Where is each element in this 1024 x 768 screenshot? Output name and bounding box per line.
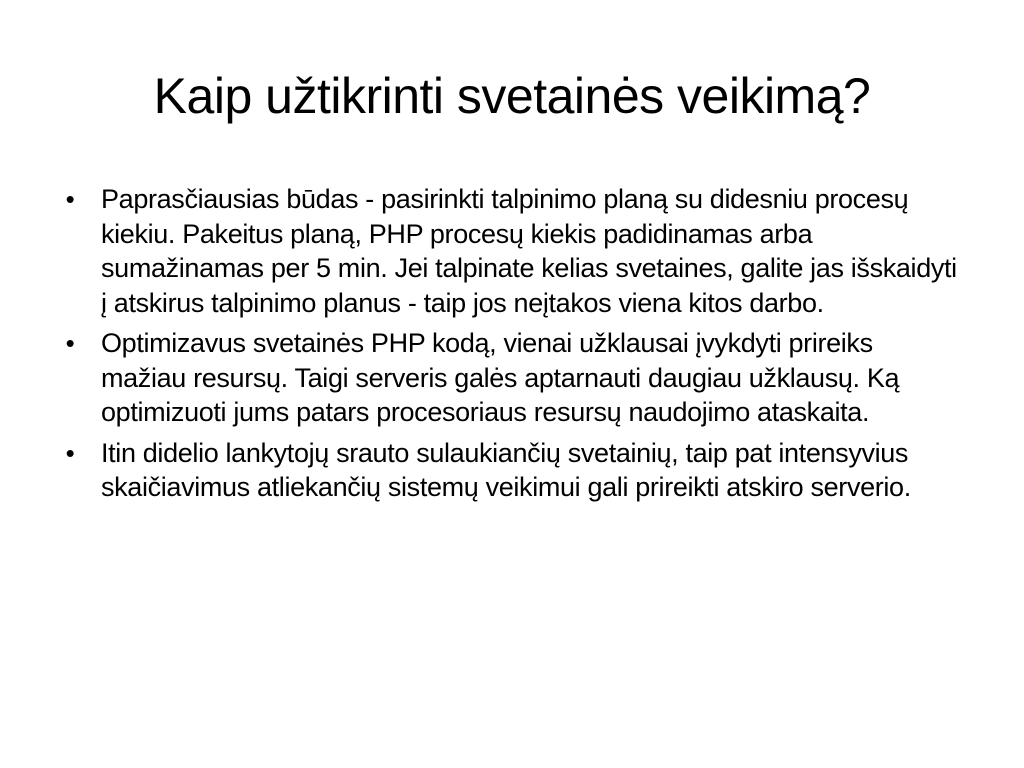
bullet-text: Optimizavus svetainės PHP kodą, vienai užklausai įvykdyti prireiks mažiau resursų. Taigi serveris galės aptarnauti daugiau užklausų. Ką optimizuoti jums patars procesoriaus resursų naudojimo ataskaita.: [101, 328, 900, 427]
bullet-point-icon: •: [65, 437, 75, 468]
bullet-item: [60, 436, 964, 505]
bullet-point-icon: •: [65, 328, 75, 358]
bullet-item: [60, 182, 964, 320]
bullet-list: [60, 182, 964, 511]
bullet-point-icon: •: [65, 184, 75, 214]
slide-title: Kaip užtikrinti svetainės veikimą?: [153, 68, 871, 124]
bullet-item: [60, 326, 964, 430]
bullet-text: Itin didelio lankytojų srauto sulaukiančių svetainių, taip pat intensyvius skaičiavimus atliekančių sistemų veikimui gali prireikti atskiro serverio.: [101, 437, 911, 502]
bullet-text: Paprasčiausias būdas - pasirinkti talpinimo planą su didesniu procesų kiekiu. Pakeitus planą, PHP procesų kiekis padidinamas arba sumažinamas per 5 min. Jei talpinate kelias svetaines, galite jas išskaidyti į atskirus talpinimo planus - taip jos neįtakos viena kitos darbo.: [101, 184, 957, 318]
